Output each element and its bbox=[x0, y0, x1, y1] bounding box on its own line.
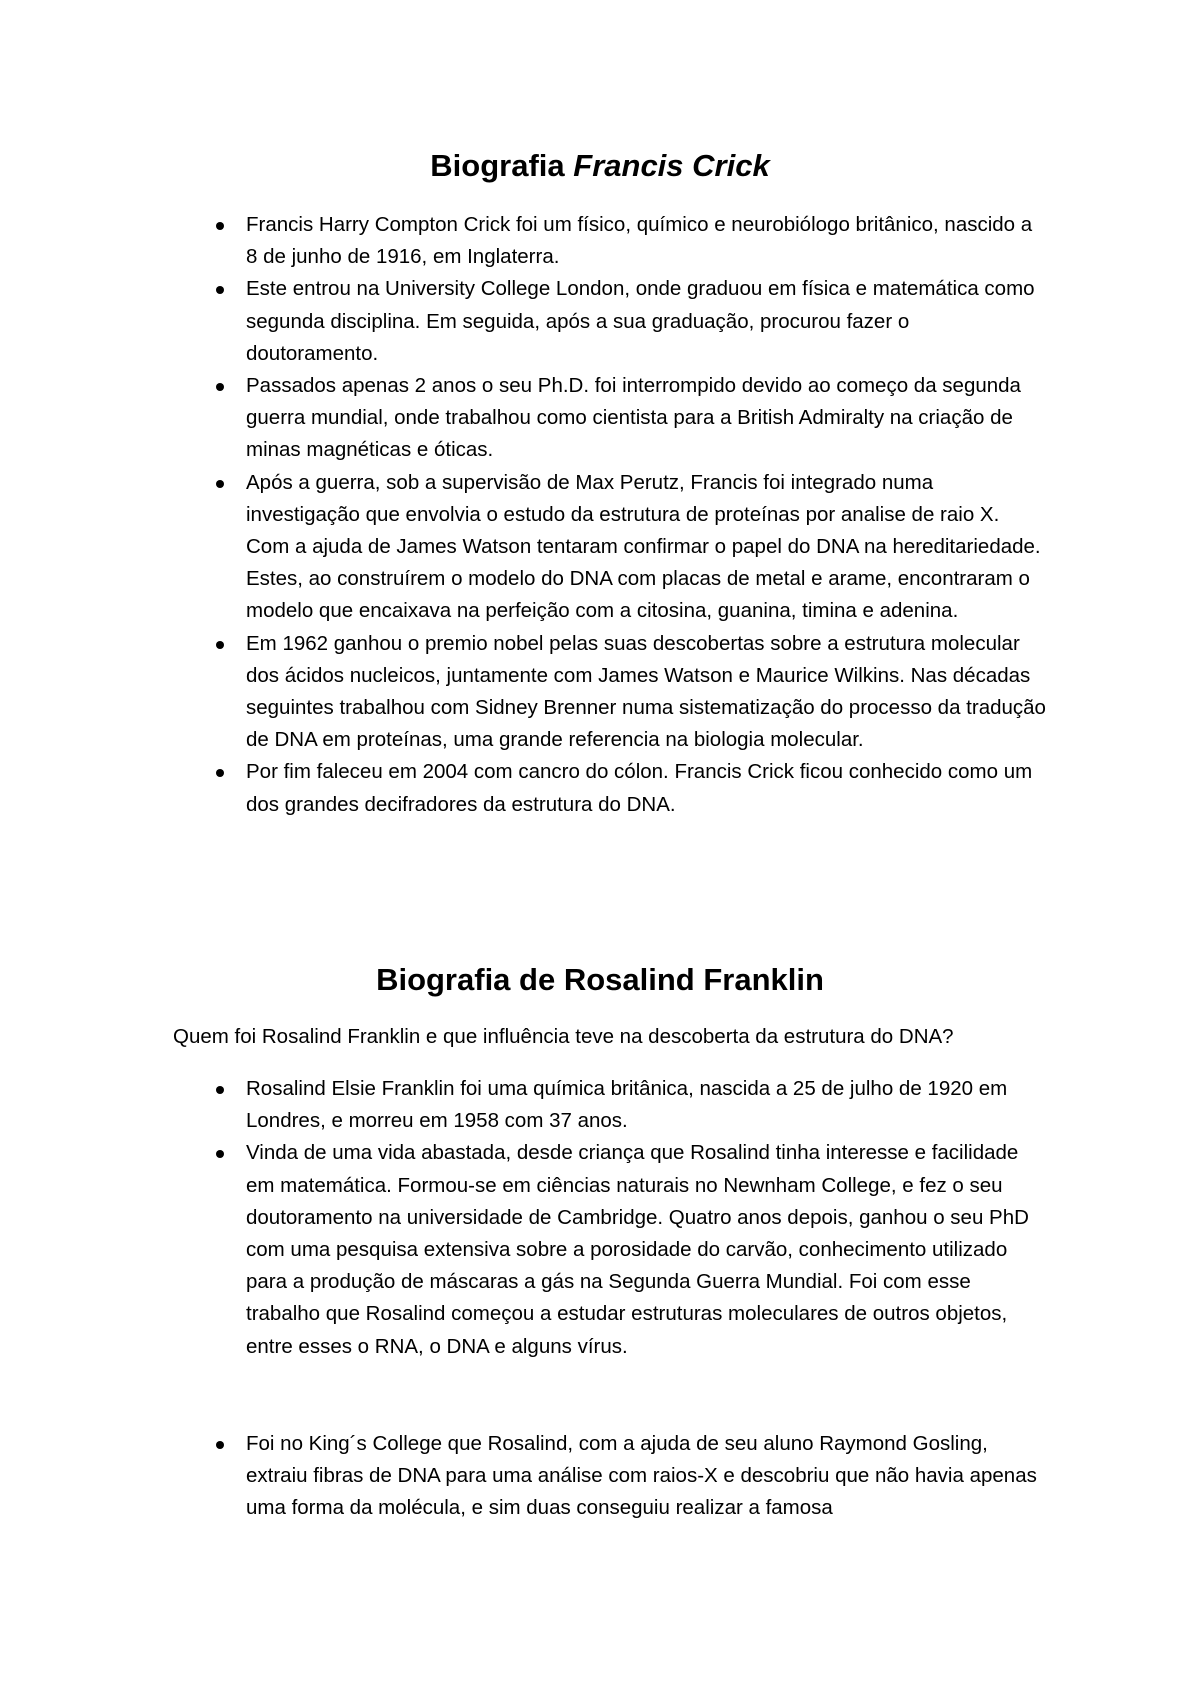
list-item bbox=[246, 1137, 1046, 1362]
list-item-text: Francis Harry Compton Crick foi um físico, químico e neurobiólogo britânico, nascido a 8 de junho de 1916, em Inglaterra. bbox=[246, 213, 1033, 269]
bullet-icon bbox=[216, 222, 224, 230]
bullet-icon bbox=[216, 383, 224, 391]
list-item bbox=[246, 1428, 1046, 1525]
bullet-icon bbox=[216, 1441, 224, 1449]
bullet-icon bbox=[216, 286, 224, 294]
heading-italic-name: Francis Crick bbox=[573, 148, 770, 183]
list-item bbox=[246, 628, 1046, 757]
heading-francis-crick bbox=[0, 146, 1200, 186]
list-item bbox=[246, 209, 1046, 273]
list-item bbox=[246, 467, 1046, 628]
bullet-icon bbox=[216, 1086, 224, 1094]
list-item-text: Rosalind Elsie Franklin foi uma química britânica, nascida a 25 de julho de 1920 em Londres, e morreu em 1958 com 37 anos. bbox=[246, 1077, 1008, 1133]
list-item-text: Por fim faleceu em 2004 com cancro do cólon. Francis Crick ficou conhecido como um dos grandes decifradores da estrutura do DNA. bbox=[246, 760, 1033, 816]
bullet-icon bbox=[216, 480, 224, 488]
list-item-text: Foi no King´s College que Rosalind, com a ajuda de seu aluno Raymond Gosling, extraiu fibras de DNA para uma análise com raios-X e descobriu que não havia apenas uma forma da molécula, e sim duas conseguiu realizar a famosa bbox=[246, 1432, 1037, 1520]
list-item-text: Em 1962 ganhou o premio nobel pelas suas descobertas sobre a estrutura molecular dos ácidos nucleicos, juntamente com James Watson e Maurice Wilkins. Nas décadas seguintes trabalhou com Sidney Brenner numa sistematização do processo da tradução de DNA em proteínas, uma grande referencia na biologia molecular. bbox=[246, 631, 1046, 752]
list-item-text: Após a guerra, sob a supervisão de Max Perutz, Francis foi integrado numa investigação que envolvia o estudo da estrutura de proteínas por analise de raio X. Com a ajuda de James Watson tentaram confirmar o papel do DNA na hereditariedade. Estes, ao construírem o modelo do DNA com placas de metal e arame, encontraram o modelo que encaixava na perfeição com a citosina, guanina, timina e adenina. bbox=[246, 470, 1041, 623]
bullet-icon bbox=[216, 1150, 224, 1158]
crick-bullet-list bbox=[246, 209, 1046, 821]
franklin-bullet-list bbox=[246, 1073, 1046, 1363]
list-item bbox=[246, 370, 1046, 467]
franklin-bullet-list-continued bbox=[246, 1428, 1046, 1525]
list-item bbox=[246, 756, 1046, 820]
bullet-icon bbox=[216, 769, 224, 777]
list-item-text: Vinda de uma vida abastada, desde criança que Rosalind tinha interesse e facilidade em matemática. Formou-se em ciências naturais no Newnham College, e fez o seu doutoramento na universidade de Cambridge. Quatro anos depois, ganhou o seu PhD com uma pesquisa extensiva sobre a porosidade do carvão, conhecimento utilizado para a produção de máscaras a gás na Segunda Guerra Mundial. Foi com esse trabalho que Rosalind começou a estudar estruturas moleculares de outros objetos, entre esses o RNA, o DNA e alguns vírus. bbox=[246, 1141, 1029, 1358]
list-item-text: Este entrou na University College London, onde graduou em física e matemática como segunda disciplina. Em seguida, após a sua graduação, procurou fazer o doutoramento. bbox=[246, 277, 1035, 365]
heading-prefix: Biografia bbox=[430, 148, 574, 183]
section-question: Quem foi Rosalind Franklin e que influência teve na descoberta da estrutura do DNA? bbox=[173, 1025, 954, 1048]
heading-rosalind-franklin: Biografia de Rosalind Franklin bbox=[376, 962, 824, 997]
list-item-text: Passados apenas 2 anos o seu Ph.D. foi interrompido devido ao começo da segunda guerra mundial, onde trabalhou como cientista para a British Admiralty na criação de minas magnéticas e óticas. bbox=[246, 374, 1021, 462]
list-item bbox=[246, 273, 1046, 370]
list-item bbox=[246, 1073, 1046, 1137]
bullet-icon bbox=[216, 641, 224, 649]
